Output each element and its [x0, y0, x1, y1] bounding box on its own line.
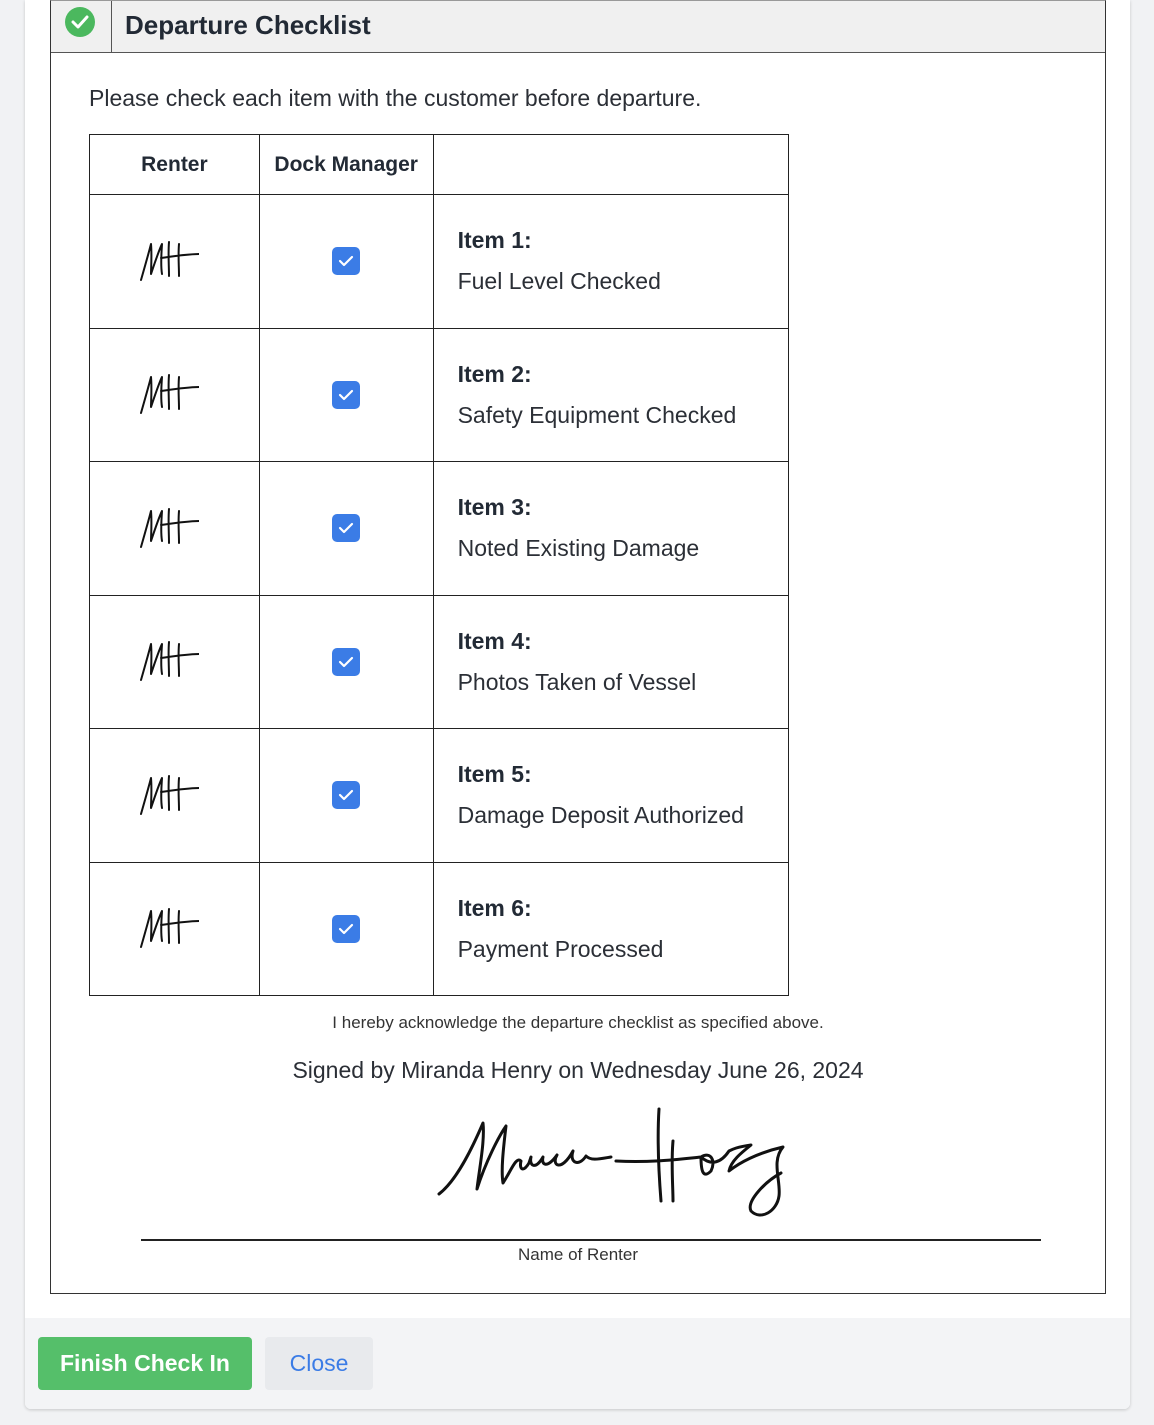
item-description: Noted Existing Damage	[457, 535, 700, 562]
renter-initials-cell	[90, 595, 260, 729]
table-header-row	[90, 135, 789, 195]
item-description: Safety Equipment Checked	[457, 401, 737, 428]
table-row	[90, 595, 789, 729]
checklist-table	[89, 134, 789, 996]
table-row	[90, 729, 789, 863]
header-divider	[111, 1, 112, 53]
renter-signature	[411, 1101, 791, 1221]
check-circle-icon	[65, 7, 95, 37]
renter-initials-cell	[90, 862, 260, 996]
item-label: Item 6:	[457, 894, 532, 921]
renter-initials-signature	[135, 269, 199, 286]
table-row	[90, 862, 789, 996]
renter-initials-signature	[135, 803, 199, 820]
item-cell	[433, 729, 788, 863]
renter-initials-signature	[135, 669, 199, 686]
checklist-instructions: Please check each item with the customer before departure.	[89, 85, 702, 111]
dock-manager-checkbox[interactable]	[332, 915, 360, 943]
item-description: Photos Taken of Vessel	[457, 668, 697, 695]
signature-line	[141, 1239, 1041, 1241]
renter-initials-cell	[90, 328, 260, 462]
dock-manager-checkbox[interactable]	[332, 247, 360, 275]
checkmark-icon	[338, 656, 354, 668]
acknowledgement-text: I hereby acknowledge the departure checklist as specified above.	[332, 1013, 824, 1032]
dock-manager-cell	[259, 328, 433, 462]
item-cell	[433, 328, 788, 462]
table-row	[90, 195, 789, 329]
header-renter: Renter	[90, 135, 260, 195]
dock-manager-cell	[259, 862, 433, 996]
checkmark-icon	[338, 789, 354, 801]
header-dock-manager: Dock Manager	[259, 135, 433, 195]
renter-initials-signature	[135, 536, 199, 553]
renter-initials-cell	[90, 195, 260, 329]
checkmark-icon	[338, 255, 354, 267]
dock-manager-checkbox[interactable]	[332, 781, 360, 809]
renter-initials-signature	[135, 936, 199, 953]
dock-manager-cell	[259, 595, 433, 729]
table-row	[90, 462, 789, 596]
dock-manager-checkbox[interactable]	[332, 648, 360, 676]
item-label: Item 1:	[457, 227, 532, 254]
panel-title: Departure Checklist	[125, 10, 371, 40]
item-description: Fuel Level Checked	[457, 268, 661, 295]
checkmark-icon	[338, 522, 354, 534]
item-label: Item 2:	[457, 360, 532, 387]
item-label: Item 5:	[457, 761, 532, 788]
signature-caption: Name of Renter	[518, 1245, 638, 1264]
renter-initials-cell	[90, 729, 260, 863]
item-label: Item 4:	[457, 627, 532, 654]
panel-header	[51, 1, 1105, 53]
signed-by-text: Signed by Miranda Henry on Wednesday June 26, 2024	[292, 1057, 864, 1083]
check-in-modal	[25, 0, 1130, 1409]
dock-manager-cell	[259, 729, 433, 863]
close-button[interactable]: Close	[265, 1337, 373, 1390]
dock-manager-checkbox[interactable]	[332, 381, 360, 409]
item-cell	[433, 195, 788, 329]
renter-initials-signature	[135, 402, 199, 419]
modal-footer	[25, 1318, 1130, 1409]
header-item	[433, 135, 788, 195]
renter-initials-cell	[90, 462, 260, 596]
finish-check-in-button[interactable]: Finish Check In	[38, 1337, 252, 1390]
item-label: Item 3:	[457, 494, 532, 521]
dock-manager-cell	[259, 195, 433, 329]
checkmark-icon	[338, 389, 354, 401]
checkmark-icon	[338, 923, 354, 935]
departure-checklist-panel	[50, 0, 1106, 1294]
dock-manager-checkbox[interactable]	[332, 514, 360, 542]
item-description: Payment Processed	[457, 935, 664, 962]
table-row	[90, 328, 789, 462]
item-cell	[433, 462, 788, 596]
item-cell	[433, 595, 788, 729]
item-description: Damage Deposit Authorized	[457, 802, 744, 829]
item-cell	[433, 862, 788, 996]
dock-manager-cell	[259, 462, 433, 596]
